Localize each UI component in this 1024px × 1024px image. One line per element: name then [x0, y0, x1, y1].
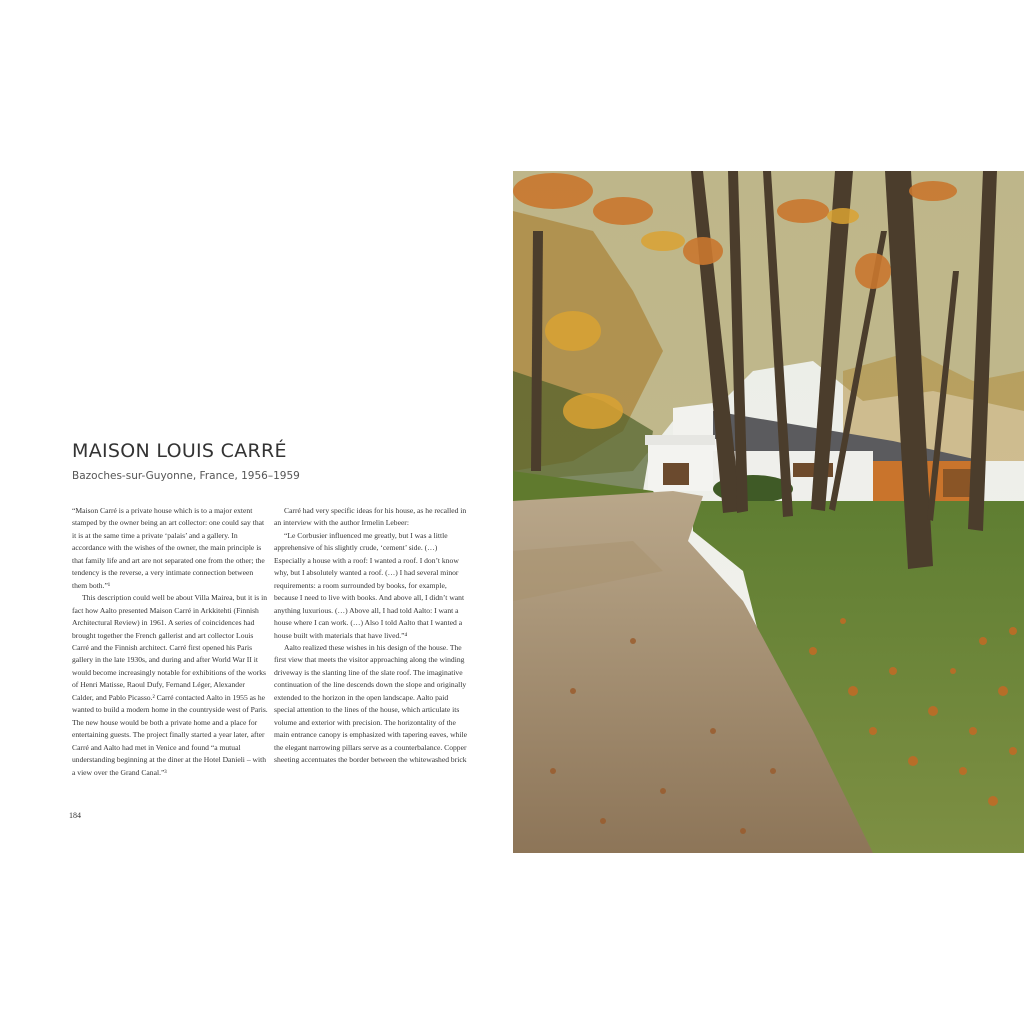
- right-text-column: [274, 505, 470, 767]
- page-number: 184: [69, 811, 81, 820]
- paragraph: “Maison Carré is a private house which is to a major extent stamped by the owner being an art collector: one could say that it is at the same time a private ‘palais’ and a gallery. In accordance with the wishes of the owner, the main principle is that family life and art are not separated one from the other; the tendency is the reverse, a very intimate connection between them both.”¹: [72, 506, 265, 590]
- left-text-column: [72, 505, 268, 779]
- paragraph: Carré had very specific ideas for his house, as he recalled in an interview with the author Irmelin Lebeer:: [274, 506, 467, 528]
- paragraph: “Le Corbusier influenced me greatly, but I was a little apprehensive of his slightly crude, ‘cement’ side. (…) Especially a house with a roof: I wanted a roof. I don’t know why, but I absolutely wanted a roof. (…) I had several minor requirements: a room surrounded by books, for example, because I need to live with books. And above all, I didn’t want anything luxurious. (…) Above all, I had told Aalto: I want a house where I can work. (…) Also I told Aalto that I wanted a house built with materials that have lived.”⁴: [274, 530, 465, 640]
- page-subtitle: Bazoches-sur-Guyonne, France, 1956–1959: [72, 470, 300, 482]
- house-photograph: [513, 171, 1024, 853]
- paragraph: Aalto realized these wishes in his design of the house. The first view that meets the visitor approaching along the winding driveway is the slanting line of the slate roof. The imaginative continuation of the line descends down the slope and originally extended to the horizon in the open landscape. Aalto paid special attention to the lines of the house, which articulate its volume and exterior with precision. The horizontality of the main entrance canopy is emphasized with tapering eaves, while the elegant narrowing pillars serve as a counterbalance. Copper sheeting accentuates the border between the whitewashed brick: [274, 642, 467, 765]
- page-title: MAISON LOUIS CARRÉ: [72, 440, 287, 462]
- paragraph: This description could well be about Villa Mairea, but it is in fact how Aalto presented Maison Carré in Arkkitehti (Finnish Architectural Review) in 1961. A series of coincidences had brought together the French gallerist and art collector Louis Carré and the Finnish architect. Carré first opened his Paris gallery in the late 1930s, and during and after World War II it would become increasingly notable for exhibitions of the works of Henri Matisse, Raoul Dufy, Fernand Léger, Alexander Calder, and Pablo Picasso.² Carré contacted Aalto in 1955 as he wanted to build a modern home in the countryside west of Paris. The new house would be both a private home and a place for entertaining guests. The project finally started a year later, after Carré and Aalto had met in Venice and found “a mutual understanding beginning at the diner at the Hotel Danieli – with a view over the Grand Canal.”³: [72, 593, 268, 777]
